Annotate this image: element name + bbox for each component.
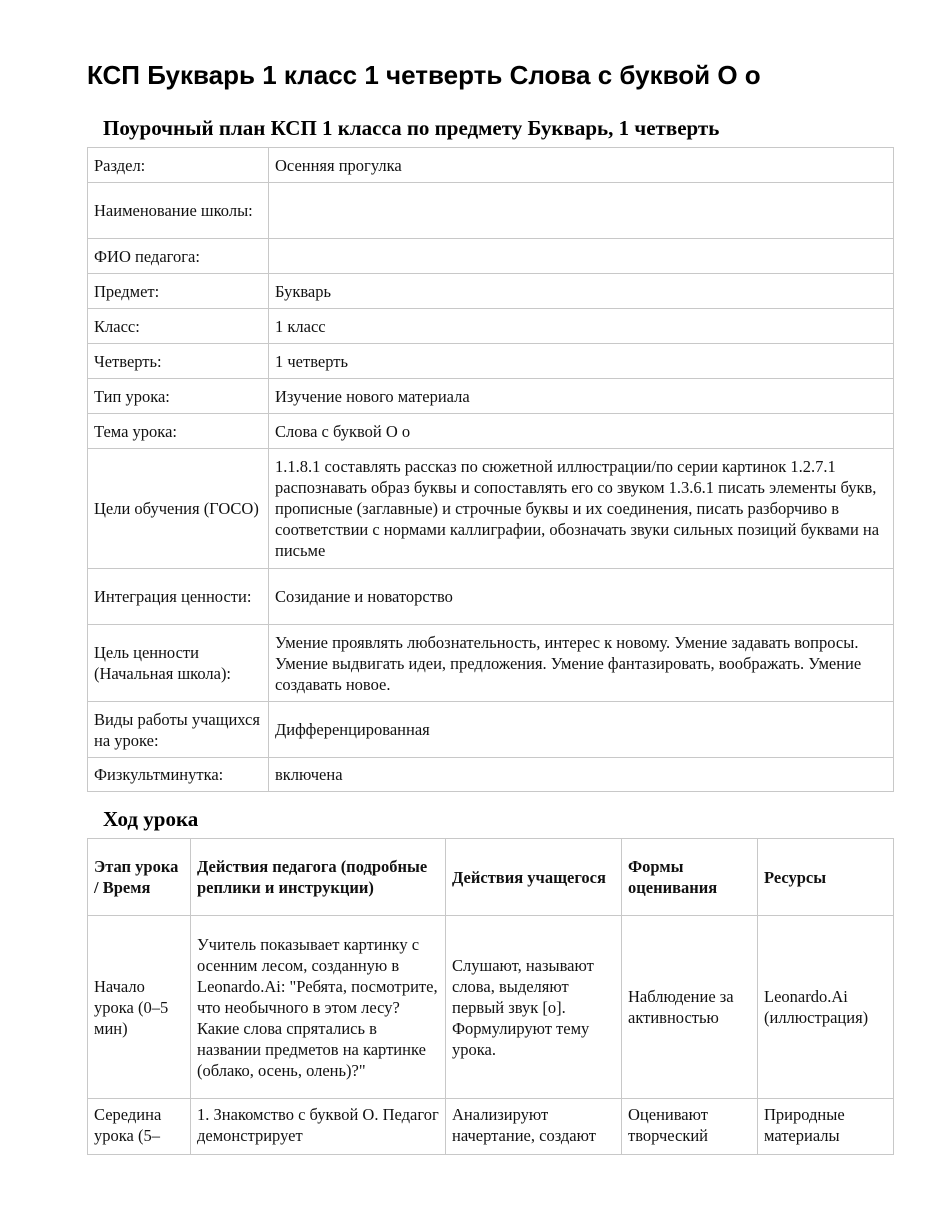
info-label: Цель ценности (Начальная школа):	[88, 625, 269, 702]
info-value: 1 четверть	[269, 344, 894, 379]
info-value: Дифференцированная	[269, 702, 894, 758]
info-value	[269, 183, 894, 239]
table-row	[88, 379, 894, 414]
info-label: Раздел:	[88, 148, 269, 183]
table-row	[88, 309, 894, 344]
info-value: Букварь	[269, 274, 894, 309]
table-row	[88, 1099, 894, 1155]
info-label: Предмет:	[88, 274, 269, 309]
table-row	[88, 569, 894, 625]
table-row	[88, 183, 894, 239]
column-header-assessment: Формы оценивания	[622, 839, 758, 916]
table-row	[88, 239, 894, 274]
teacher-actions-cell: Учитель показывает картинку с осенним лесом, созданную в Leonardo.Ai: "Ребята, посмотрите, что необычного в этом лесу? Какие слова спрятались в названии предметов на картинке (облако, осень, олень)?"	[191, 916, 446, 1099]
info-value	[269, 239, 894, 274]
column-header-resources: Ресурсы	[758, 839, 894, 916]
info-label: Цели обучения (ГОСО)	[88, 449, 269, 569]
lesson-progress-title: Ход урока	[103, 807, 199, 831]
table-row	[88, 449, 894, 569]
table-row	[88, 758, 894, 792]
lesson-info-table	[87, 147, 894, 792]
column-header-student-actions: Действия учащегося	[446, 839, 622, 916]
info-label: Наименование школы:	[88, 183, 269, 239]
info-value: Созидание и новаторство	[269, 569, 894, 625]
column-header-stage: Этап урока / Время	[88, 839, 191, 916]
info-value: Слова с буквой О о	[269, 414, 894, 449]
info-label: Тип урока:	[88, 379, 269, 414]
teacher-actions-cell: 1. Знакомство с буквой О. Педагог демонстрирует	[191, 1099, 446, 1155]
lesson-progress-table	[87, 838, 894, 1155]
document-title: КСП Букварь 1 класс 1 четверть Слова с буквой О о	[87, 60, 761, 90]
table-row	[88, 148, 894, 183]
info-label: Физкультминутка:	[88, 758, 269, 792]
resources-cell: Природные материалы	[758, 1099, 894, 1155]
table-row	[88, 344, 894, 379]
table-row	[88, 625, 894, 702]
info-label: Четверть:	[88, 344, 269, 379]
stage-cell: Начало урока (0–5 мин)	[88, 916, 191, 1099]
info-value: Изучение нового материала	[269, 379, 894, 414]
info-value: Умение проявлять любознательность, интерес к новому. Умение задавать вопросы. Умение выдвигать идеи, предложения. Умение фантазировать, воображать. Умение создавать новое.	[269, 625, 894, 702]
column-header-teacher-actions: Действия педагога (подробные реплики и инструкции)	[191, 839, 446, 916]
table-row	[88, 414, 894, 449]
info-label: ФИО педагога:	[88, 239, 269, 274]
info-label: Интеграция ценности:	[88, 569, 269, 625]
stage-cell: Середина урока (5–	[88, 1099, 191, 1155]
student-actions-cell: Слушают, называют слова, выделяют первый звук [о]. Формулируют тему урока.	[446, 916, 622, 1099]
table-header-row	[88, 839, 894, 916]
table-row	[88, 274, 894, 309]
info-label: Класс:	[88, 309, 269, 344]
student-actions-cell: Анализируют начертание, создают	[446, 1099, 622, 1155]
info-label: Тема урока:	[88, 414, 269, 449]
assessment-cell: Наблюдение за активностью	[622, 916, 758, 1099]
info-value: включена	[269, 758, 894, 792]
table-row	[88, 916, 894, 1099]
plan-title: Поурочный план КСП 1 класса по предмету Букварь, 1 четверть	[103, 116, 720, 140]
assessment-cell: Оценивают творческий	[622, 1099, 758, 1155]
info-label: Виды работы учащихся на уроке:	[88, 702, 269, 758]
info-value: 1.1.8.1 составлять рассказ по сюжетной иллюстрации/по серии картинок 1.2.7.1 распознавать образ буквы и сопоставлять его со звуком 1.3.6.1 писать элементы букв, прописные (заглавные) и строчные буквы и их соединения, писать разборчиво в соответствии с нормами каллиграфии, обозначать звуки сильных позиций буквами на письме	[269, 449, 894, 569]
resources-cell: Leonardo.Ai (иллюстрация)	[758, 916, 894, 1099]
info-value: 1 класс	[269, 309, 894, 344]
info-value: Осенняя прогулка	[269, 148, 894, 183]
table-row	[88, 702, 894, 758]
